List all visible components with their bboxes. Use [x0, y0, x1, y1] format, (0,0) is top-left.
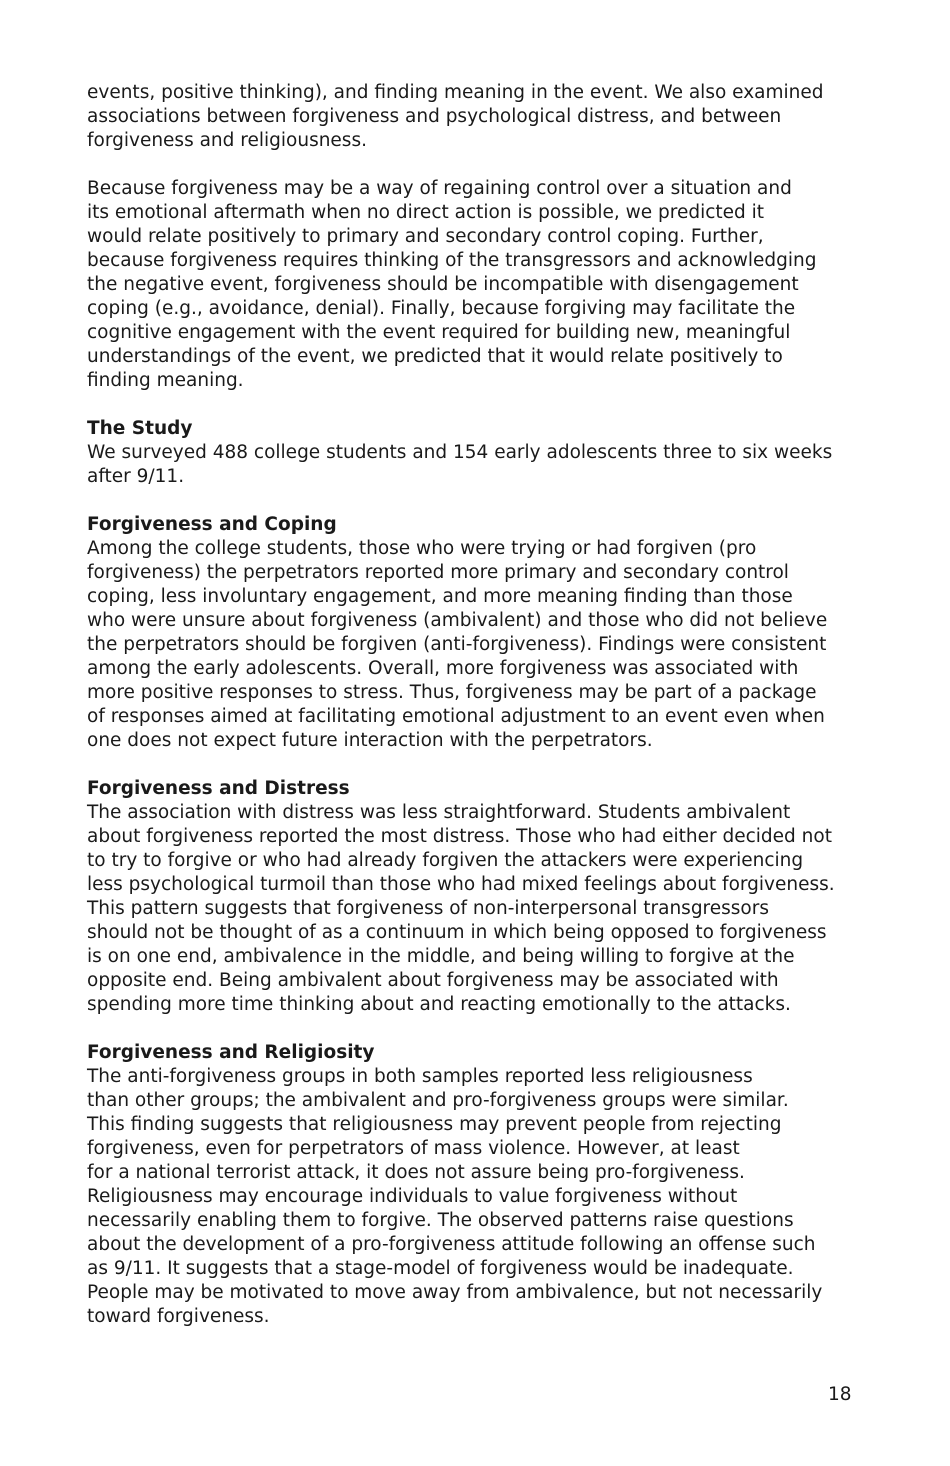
text-line: to try to forgive or who had already forgiven the attackers were experiencing — [87, 850, 804, 871]
text-line: should not be thought of as a continuum in which being opposed to forgiveness — [87, 922, 827, 943]
text-line: finding meaning. — [87, 370, 244, 391]
text-line: as 9/11. It suggests that a stage-model of forgiveness would be inadequate. — [87, 1258, 794, 1279]
text-line: This pattern suggests that forgiveness of non-interpersonal transgressors — [87, 898, 769, 919]
text-line: about forgiveness reported the most distress. Those who had either decided not — [87, 826, 832, 847]
study-paragraph — [87, 441, 877, 489]
text-line: of responses aimed at facilitating emotional adjustment to an event even when — [87, 706, 825, 727]
text-line: than other groups; the ambivalent and pro-forgiveness groups were similar. — [87, 1090, 789, 1111]
distress-paragraph — [87, 801, 877, 1017]
text-line: forgiveness) the perpetrators reported more primary and secondary control — [87, 562, 789, 583]
page-body — [87, 81, 877, 1329]
text-line: We surveyed 488 college students and 154 early adolescents three to six weeks — [87, 442, 833, 463]
text-line: Among the college students, those who were trying or had forgiven (pro — [87, 538, 757, 559]
study-heading: The Study — [87, 418, 193, 439]
text-line: because forgiveness requires thinking of the transgressors and acknowledging — [87, 250, 817, 271]
text-line: forgiveness, even for perpetrators of mass violence. However, at least — [87, 1138, 740, 1159]
text-line: among the early adolescents. Overall, more forgiveness was associated with — [87, 658, 799, 679]
text-line: opposite end. Being ambivalent about forgiveness may be associated with — [87, 970, 779, 991]
paragraph-gap — [87, 489, 877, 513]
text-line: its emotional aftermath when no direct action is possible, we predicted it — [87, 202, 765, 223]
distress-heading: Forgiveness and Distress — [87, 778, 350, 799]
coping-paragraph — [87, 537, 877, 753]
text-line: People may be motivated to move away from ambivalence, but not necessarily — [87, 1282, 823, 1303]
text-line: is on one end, ambivalence in the middle, and being willing to forgive at the — [87, 946, 795, 967]
text-line: more positive responses to stress. Thus, forgiveness may be part of a package — [87, 682, 817, 703]
prediction-paragraph — [87, 177, 877, 393]
text-line: The anti-forgiveness groups in both samples reported less religiousness — [87, 1066, 753, 1087]
text-line: one does not expect future interaction with the perpetrators. — [87, 730, 653, 751]
intro-paragraph — [87, 81, 877, 153]
text-line: coping (e.g., avoidance, denial). Finally, because forgiving may facilitate the — [87, 298, 796, 319]
text-line: toward forgiveness. — [87, 1306, 270, 1327]
text-line: coping, less involuntary engagement, and more meaning finding than those — [87, 586, 793, 607]
paragraph-gap — [87, 393, 877, 417]
text-line: understandings of the event, we predicted that it would relate positively to — [87, 346, 783, 367]
page-number: 18 — [828, 1384, 852, 1405]
text-line: cognitive engagement with the event required for building new, meaningful — [87, 322, 791, 343]
text-line: who were unsure about forgiveness (ambivalent) and those who did not believe — [87, 610, 828, 631]
text-line: The association with distress was less straightforward. Students ambivalent — [87, 802, 791, 823]
text-line: after 9/11. — [87, 466, 185, 487]
text-line: the perpetrators should be forgiven (anti-forgiveness). Findings were consistent — [87, 634, 827, 655]
paragraph-gap — [87, 753, 877, 777]
paragraph-gap — [87, 1017, 877, 1041]
text-line: necessarily enabling them to forgive. The observed patterns raise questions — [87, 1210, 794, 1231]
text-line: spending more time thinking about and reacting emotionally to the attacks. — [87, 994, 791, 1015]
religiosity-heading: Forgiveness and Religiosity — [87, 1042, 375, 1063]
text-line: about the development of a pro-forgiveness attitude following an offense such — [87, 1234, 816, 1255]
text-line: associations between forgiveness and psychological distress, and between — [87, 106, 782, 127]
text-line: events, positive thinking), and finding meaning in the event. We also examined — [87, 82, 824, 103]
coping-heading: Forgiveness and Coping — [87, 514, 337, 535]
text-line: would relate positively to primary and secondary control coping. Further, — [87, 226, 764, 247]
text-line: forgiveness and religiousness. — [87, 130, 367, 151]
text-line: This finding suggests that religiousness may prevent people from rejecting — [87, 1114, 782, 1135]
text-line: Religiousness may encourage individuals to value forgiveness without — [87, 1186, 738, 1207]
text-line: less psychological turmoil than those who had mixed feelings about forgiveness. — [87, 874, 835, 895]
paragraph-gap — [87, 153, 877, 177]
text-line: for a national terrorist attack, it does not assure being pro-forgiveness. — [87, 1162, 745, 1183]
text-line: the negative event, forgiveness should be incompatible with disengagement — [87, 274, 799, 295]
text-line: Because forgiveness may be a way of regaining control over a situation and — [87, 178, 792, 199]
religiosity-paragraph — [87, 1065, 877, 1329]
